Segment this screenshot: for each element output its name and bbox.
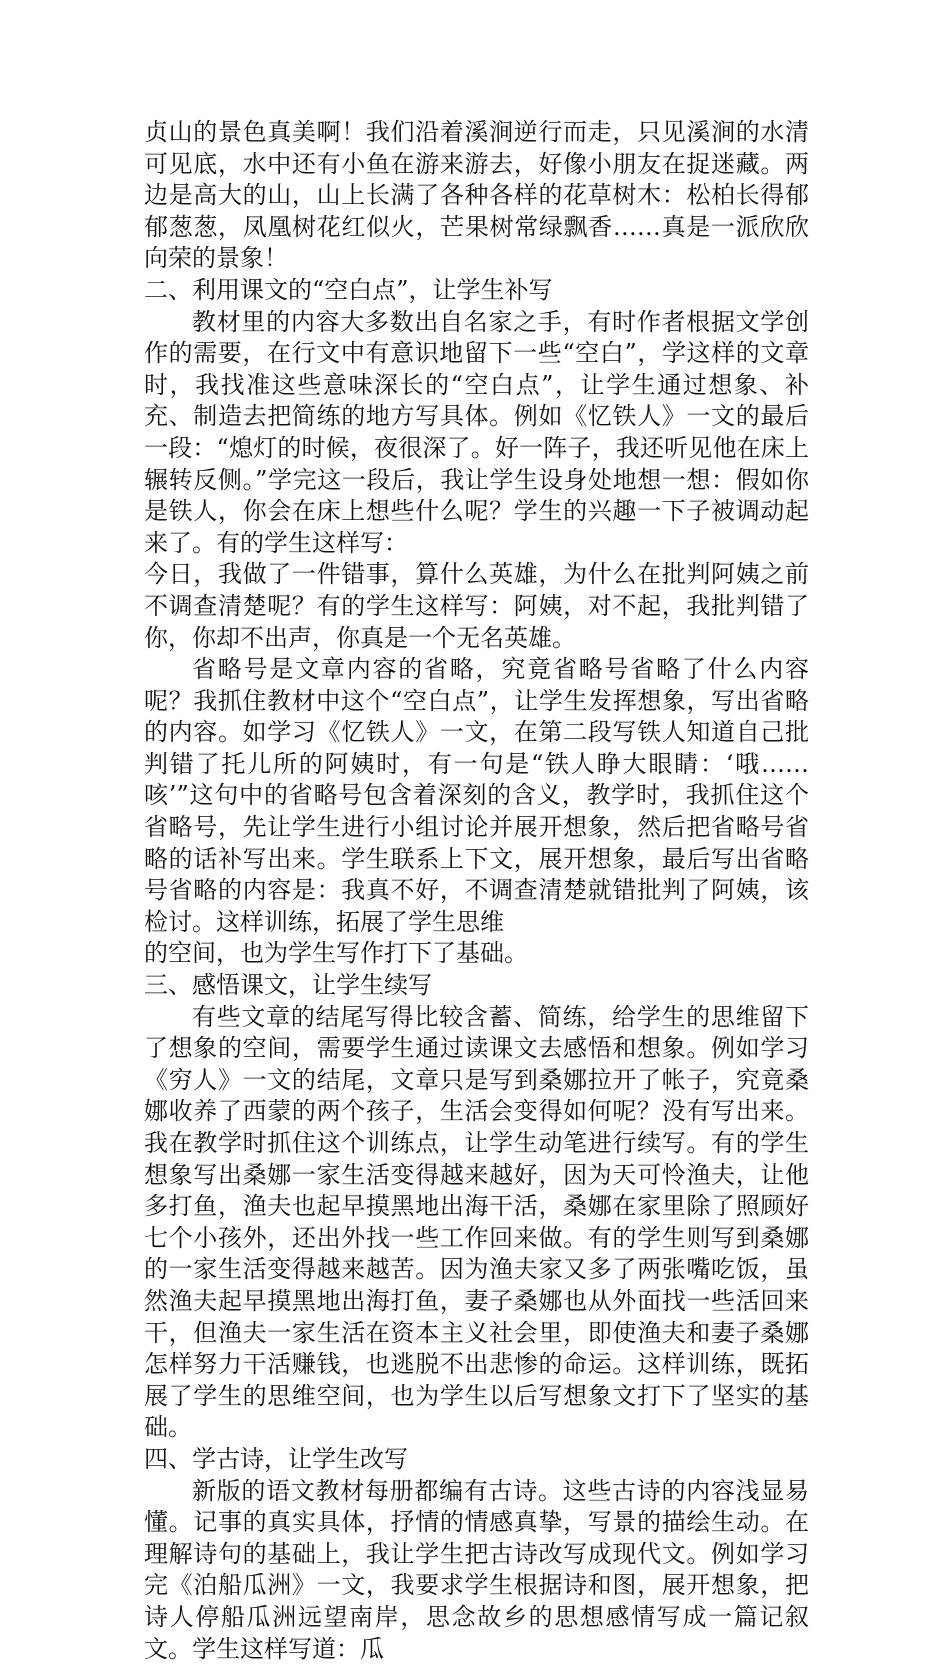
paragraph-body: 有些文章的结尾写得比较含蓄、简练，给学生的思维留下了想象的空间，需要学生通过读课文去感悟和想象。例如学习《穷人》一文的结尾，文章只是写到桑娜拉开了帐子，究竟桑娜收养了西蒙的两个孩子，生活会变得如何呢？没有写出来。我在教学时抓住这个训练点，让学生动笔进行续写。有的学生想象写出桑娜一家生活变得越来越好，因为天可怜渔夫，让他多打鱼，渔夫也起早摸黑地出海干活，桑娜在家里除了照顾好七个小孩外，还出外找一些工作回来做。有的学生则写到桑娜的一家生活变得越来越苦。因为渔夫家又多了两张嘴吃饭，虽然渔夫起早摸黑地出海打鱼，妻子桑娜也从外面找一些活回来干，但渔夫一家生活在资本主义社会里，即使渔夫和妻子桑娜怎样努力干活赚钱，也逃脱不出悲惨的命运。这样训练，既拓展了学生的思维空间，也为学生以后写想象文打下了坚实的基础。	[144, 1002, 809, 1442]
section-heading-3: 三、感悟课文，让学生续写	[144, 971, 432, 1000]
paragraph-tail: 的空间，也为学生写作打下了基础。	[144, 939, 528, 968]
document-page	[144, 117, 809, 1665]
paragraph-body: 新版的语文教材每册都编有古诗。这些古诗的内容浅显易懂。记事的真实具体，抒情的情感真挚，写景的描绘生动。在理解诗句的基础上，我让学生把古诗改写成现代文。例如学习完《泊船瓜洲》一文，我要求学生根据诗和图，展开想象，把诗人停船瓜洲远望南岸，思念故乡的思想感情写成一篇记叙文。学生这样写道：瓜	[144, 1476, 809, 1663]
section-heading-2: 二、利用课文的“空白点”，让学生补写	[144, 275, 553, 304]
paragraph-body: 省略号是文章内容的省略，究竟省略号省略了什么内容呢？我抓住教材中这个“空白点”，让学生发挥想象，写出省略的内容。如学习《忆铁人》一文，在第二段写铁人知道自己批判错了托儿所的阿姨时，有一句是“铁人睁大眼睛：‘哦……咳’”这句中的省略号包含着深刻的含义，教学时，我抓住这个省略号，先让学生进行小组讨论并展开想象，然后把省略号省略的话补写出来。学生联系上下文，展开想象，最后写出省略号省略的内容是：我真不好，不调查清楚就错批判了阿姨，该检讨。这样训练，拓展了学生思维	[144, 655, 809, 936]
section-heading-4: 四、学古诗，让学生改写	[144, 1444, 408, 1473]
paragraph-body: 教材里的内容大多数出自名家之手，有时作者根据文学创作的需要，在行文中有意识地留下一些“空白”，学这样的文章时，我找准这些意味深长的“空白点”，让学生通过想象、补充、制造去把简练的地方写具体。例如《忆铁人》一文的最后一段：“熄灯的时候，夜很深了。好一阵子，我还听见他在床上辗转反侧。”学完这一段后，我让学生设身处地想一想：假如你是铁人，你会在床上想些什么呢？学生的兴趣一下子被调动起来了。有的学生这样写：	[144, 307, 809, 557]
paragraph-continuation: 贞山的景色真美啊！我们沿着溪涧逆行而走，只见溪涧的水清可见底，水中还有小鱼在游来游去，好像小朋友在捉迷藏。两边是高大的山，山上长满了各种各样的花草树木：松柏长得郁郁葱葱，凤凰树花红似火，芒果树常绿飘香……真是一派欣欣向荣的景象！	[144, 118, 809, 273]
paragraph-continuation: 今日，我做了一件错事，算什么英雄，为什么在批判阿姨之前不调查清楚呢？有的学生这样写：阿姨，对不起，我批判错了你，你却不出声，你真是一个无名英雄。	[144, 560, 809, 652]
